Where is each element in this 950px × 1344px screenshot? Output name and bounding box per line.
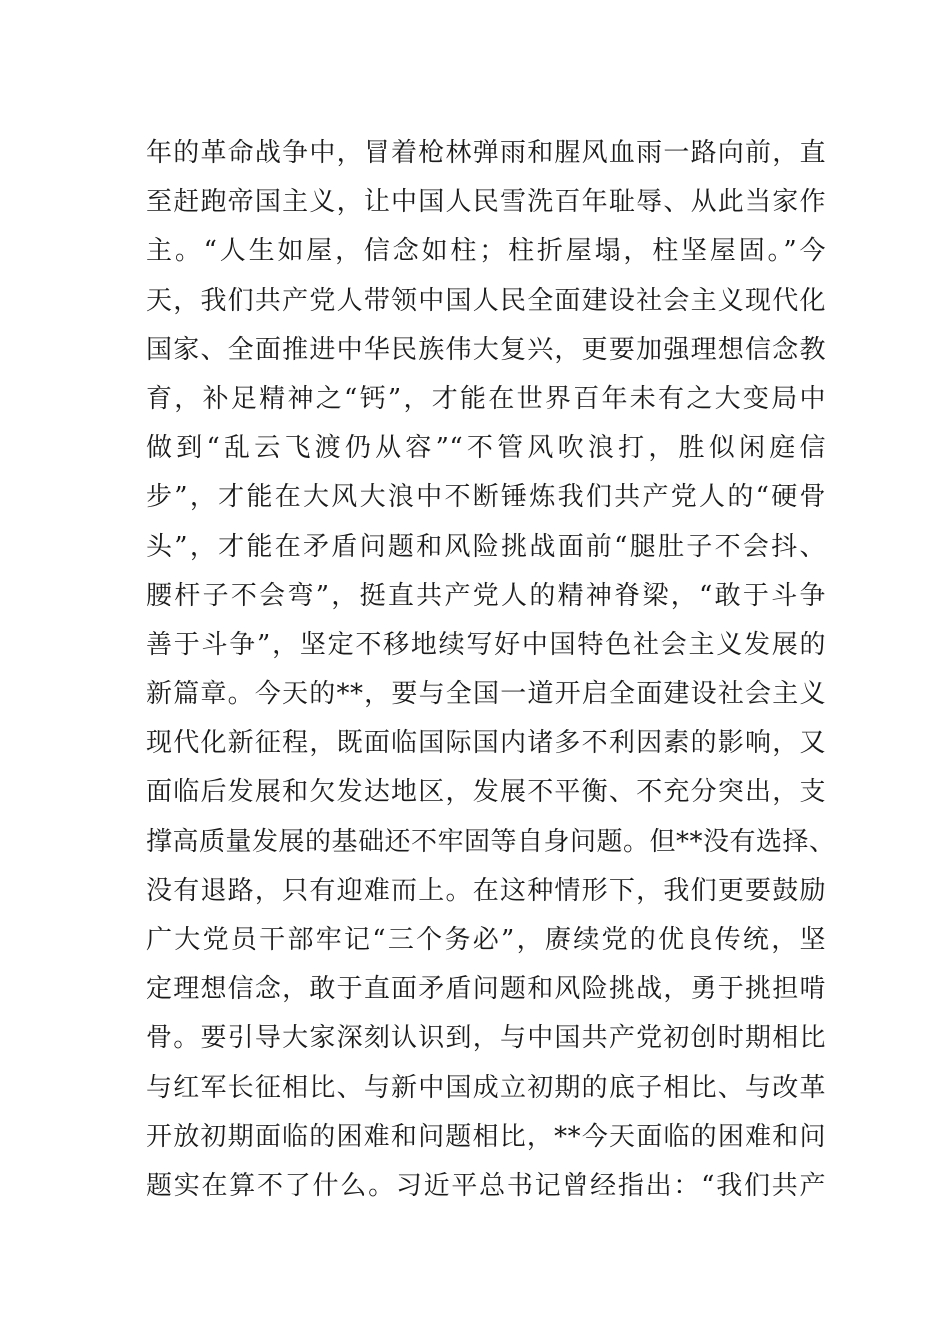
text-line-3: 主。“人生如屋，信念如柱；柱折屋塌，柱坚屋固。”今	[146, 236, 826, 267]
text-line-17: 广大党员干部牢记“三个务必”，赓续党的优良传统，坚	[146, 925, 826, 955]
text-line-8: 步”，才能在大风大浪中不断锤炼我们共产党人的“硬骨	[146, 482, 826, 513]
text-line-4: 天，我们共产党人带领中国人民全面建设社会主义现代化	[146, 285, 826, 316]
text-line-18: 定理想信念，敢于直面矛盾问题和风险挑战，勇于挑担啃	[146, 974, 826, 1005]
text-line-2: 至赶跑帝国主义，让中国人民雪洗百年耻辱、从此当家作	[146, 187, 826, 218]
text-line-9: 头”，才能在矛盾问题和风险挑战面前“腿肚子不会抖、	[146, 531, 826, 562]
text-line-1: 年的革命战争中，冒着枪林弹雨和腥风血雨一路向前，直	[146, 138, 826, 168]
text-line-6: 育，补足精神之“钙”，才能在世界百年未有之大变局中	[146, 383, 826, 414]
text-line-5: 国家、全面推进中华民族伟大复兴，更要加强理想信念教	[146, 334, 826, 365]
text-line-12: 新篇章。今天的**，要与全国一道开启全面建设社会主义	[146, 679, 826, 710]
text-line-7: 做到“乱云飞渡仍从容”“不管风吹浪打，胜似闲庭信	[146, 433, 826, 464]
text-line-11: 善于斗争”，坚定不移地续写好中国特色社会主义发展的	[146, 629, 826, 660]
text-line-15: 撑高质量发展的基础还不牢固等自身问题。但**没有选择、	[146, 826, 836, 857]
text-line-10: 腰杆子不会弯”，挺直共产党人的精神脊梁，“敢于斗争	[146, 580, 826, 611]
body-paragraph	[146, 129, 836, 1211]
text-line-13: 现代化新征程，既面临国际国内诸多不利因素的影响，又	[146, 728, 826, 759]
text-line-21: 开放初期面临的困难和问题相比，**今天面临的困难和问	[146, 1121, 826, 1152]
text-line-14: 面临后发展和欠发达地区，发展不平衡、不充分突出，支	[146, 777, 826, 808]
text-line-22: 题实在算不了什么。习近平总书记曾经指出：“我们共产	[146, 1170, 826, 1201]
text-line-19: 骨。要引导大家深刻认识到，与中国共产党初创时期相比	[146, 1023, 826, 1054]
text-line-20: 与红军长征相比、与新中国成立初期的底子相比、与改革	[146, 1072, 826, 1103]
text-line-16: 没有退路，只有迎难而上。在这种情形下，我们更要鼓励	[146, 875, 826, 906]
